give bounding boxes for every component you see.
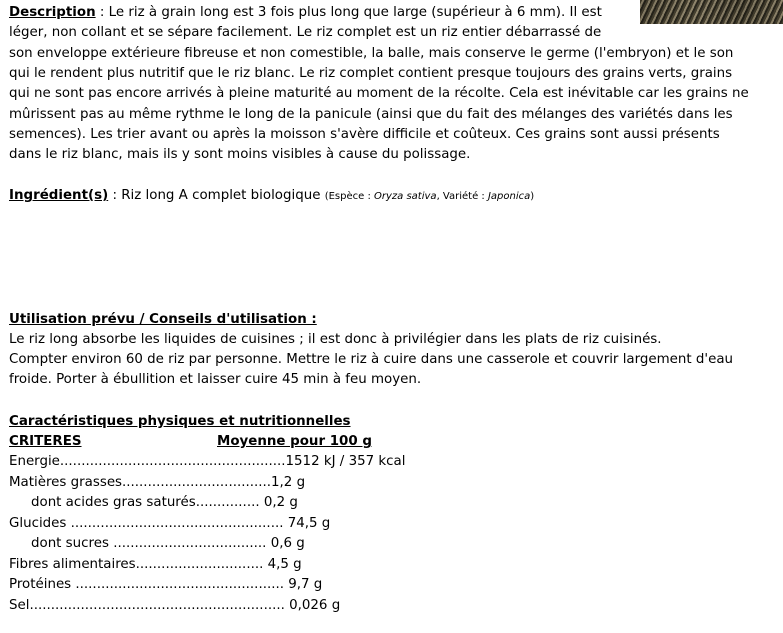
nutrient-value: 1512 kJ / 357 kcal	[285, 454, 406, 469]
description-line: Le riz à grain long est 3 fois plus long que large (supérieur à 6 mm). Il est	[108, 5, 602, 20]
value-header: Moyenne pour 100 g	[217, 434, 372, 449]
nutrition-title: Caractéristiques physiques et nutritionnelles	[9, 414, 351, 429]
nutrient-value: 0,2 g	[259, 495, 298, 510]
ingredients-line: Ingrédient(s) : Riz long A complet biologique (Espèce : Oryza sativa, Variété : Japonica)	[9, 188, 535, 203]
usage-line: Compter environ 60 de riz par personne. Mettre le riz à cuire dans une casserole et couvrir largement d'eau	[9, 352, 734, 367]
nutrition-row	[9, 452, 405, 472]
rice-photo	[640, 0, 783, 24]
nutrient-value: 1,2 g	[271, 474, 306, 490]
nutrient-label: dont acides gras saturés...............	[31, 495, 260, 510]
description-heading: Description	[9, 5, 96, 20]
nutrient-value: 0,026 g	[284, 597, 341, 613]
description-line: léger, non collant et se sépare facilement. Le riz complet est un riz entier débarrassé de	[9, 25, 602, 41]
nutrient-value: 74,5 g	[283, 515, 331, 531]
description-paragraph: Description : Le riz à grain long est 3 fois plus long que large (supérieur à 6 mm). Il est	[9, 5, 602, 20]
nutrient-label: Glucides ..................................................	[9, 515, 284, 531]
ingredients-text: Riz long A complet biologique	[121, 188, 325, 203]
nutrient-label: Matières grasses...................................	[9, 474, 272, 490]
nutrient-value: 4,5 g	[263, 556, 302, 572]
nutrient-label: Fibres alimentaires..............................	[9, 556, 264, 572]
nutrient-value: 9,7 g	[283, 577, 323, 592]
nutrition-row	[9, 514, 330, 534]
nutrition-row	[9, 575, 322, 595]
nutrition-row	[9, 596, 340, 616]
nutrition-row	[9, 534, 305, 554]
species: Oryza sativa	[374, 191, 437, 202]
usage-line: Le riz long absorbe les liquides de cuisines ; il est donc à privilégier dans les plats de riz cuisinés.	[9, 332, 662, 347]
nutrient-label: Sel............................................................	[9, 597, 285, 613]
ingredients-heading: Ingrédient(s)	[9, 188, 109, 203]
nutrition-row	[9, 555, 302, 575]
description-line: mûrissent pas au même rythme le long de la panicule (ainsi que du fait des mélanges des variétés dans les	[9, 106, 733, 122]
nutrient-label: Energie.....................................................	[9, 454, 286, 469]
description-line: qui le rendent plus nutritif que le riz blanc. Le riz complet contient presque toujours des grains verts, grains	[9, 65, 733, 81]
description-line: qui ne sont pas encore arrivés à pleine maturité au moment de la récolte. Cela est inévitable car les grains ne	[9, 86, 749, 102]
nutrient-value: 0,6 g	[266, 536, 305, 551]
nutrient-label: Protéines .................................................	[9, 577, 284, 592]
nutrient-label: dont sucres ....................................	[31, 536, 267, 551]
criteria-header: CRITERES	[9, 434, 82, 449]
description-line: semences). Les trier avant ou après la moisson s'avère difficile et coûteux. Ces grains sont aussi présents	[9, 126, 720, 142]
nutrition-row	[9, 493, 298, 513]
description-line: son enveloppe extérieure fibreuse et non comestible, la balle, mais conserve le germe (l'embryon) et le son	[9, 45, 734, 61]
variety: Japonica	[487, 191, 531, 202]
nutrition-row	[9, 473, 305, 493]
usage-heading: Utilisation prévu / Conseils d'utilisation :	[9, 312, 317, 327]
description-line: dans le riz blanc, mais ils y sont moins visibles à cause du polissage.	[9, 147, 471, 163]
usage-line: froide. Porter à ébullition et laisser cuire 45 min à feu moyen.	[9, 372, 422, 387]
